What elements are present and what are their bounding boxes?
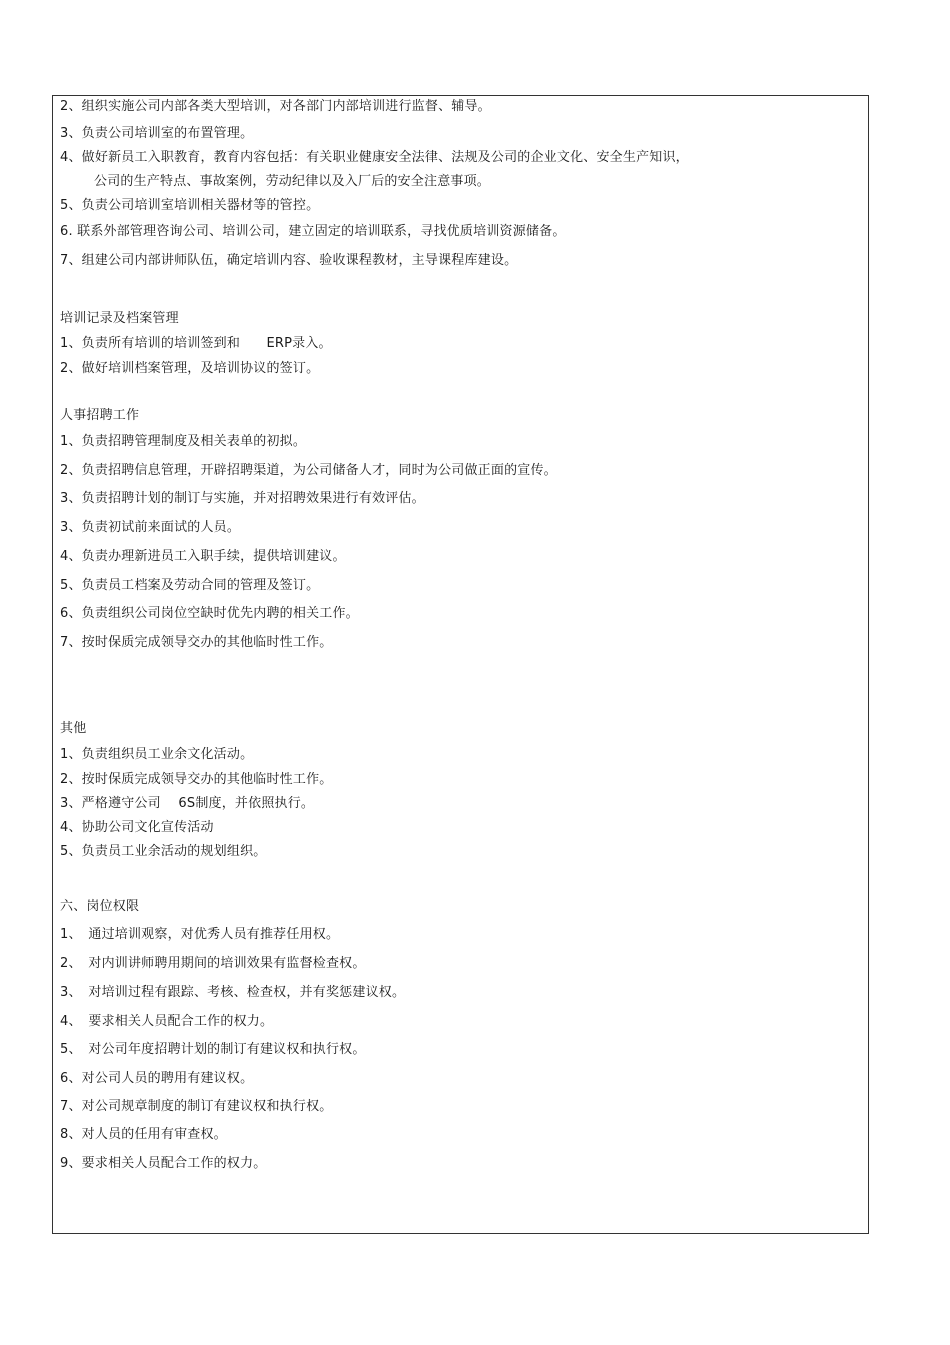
section-heading: 六、岗位权限 [60, 899, 140, 914]
text-line: 8、对人员的任用有审查权。 [60, 1127, 227, 1142]
text-line: 3、严格遵守公司 6S制度，并依照执行。 [60, 796, 315, 811]
section-heading: 培训记录及档案管理 [60, 311, 179, 326]
section-heading: 人事招聘工作 [60, 408, 140, 423]
text-line: 6、对公司人员的聘用有建议权。 [60, 1071, 254, 1086]
text-line: 4、协助公司文化宣传活动 [60, 820, 214, 835]
text-line: 2、负责招聘信息管理，开辟招聘渠道，为公司储备人才，同时为公司做正面的宣传。 [60, 463, 557, 478]
text-line: 2、组织实施公司内部各类大型培训，对各部门内部培训进行监督、辅导。 [60, 99, 491, 114]
text-line: 1、负责所有培训的培训签到和 ERP录入。 [60, 336, 332, 351]
text-line: 3、负责初试前来面试的人员。 [60, 520, 241, 535]
text-line: 2、按时保质完成领导交办的其他临时性工作。 [60, 772, 333, 787]
text-line: 7、按时保质完成领导交办的其他临时性工作。 [60, 635, 333, 650]
text-line: 2、做好培训档案管理，及培训协议的签订。 [60, 361, 320, 376]
section-heading: 其他 [60, 721, 87, 736]
text-line: 6. 联系外部管理咨询公司、培训公司，建立固定的培训联系，寻找优质培训资源储备。 [60, 224, 566, 239]
text-line: 5、负责员工档案及劳动合同的管理及签订。 [60, 578, 320, 593]
text-line: 4、 要求相关人员配合工作的权力。 [60, 1014, 274, 1029]
text-line: 1、负责招聘管理制度及相关表单的初拟。 [60, 434, 307, 449]
text-line: 7、对公司规章制度的制订有建议权和执行权。 [60, 1099, 333, 1114]
text-line: 1、负责组织员工业余文化活动。 [60, 747, 254, 762]
text-line: 4、负责办理新进员工入职手续，提供培训建议。 [60, 549, 346, 564]
text-line: 4、做好新员工入职教育，教育内容包括：有关职业健康安全法律、法规及公司的企业文化、安全生产知识， [60, 150, 689, 165]
text-line: 7、组建公司内部讲师队伍，确定培训内容、验收课程教材，主导课程库建设。 [60, 253, 518, 268]
text-line: 2、 对内训讲师聘用期间的培训效果有监督检查权。 [60, 956, 366, 971]
text-line: 3、负责公司培训室的布置管理。 [60, 126, 254, 141]
text-line: 5、负责员工业余活动的规划组织。 [60, 844, 267, 859]
text-line: 9、要求相关人员配合工作的权力。 [60, 1156, 267, 1171]
text-line: 3、 对培训过程有跟踪、考核、检查权，并有奖惩建议权。 [60, 985, 406, 1000]
text-line: 5、 对公司年度招聘计划的制订有建议权和执行权。 [60, 1042, 366, 1057]
text-line: 公司的生产特点、事故案例，劳动纪律以及入厂后的安全注意事项。 [94, 174, 491, 189]
text-line: 6、负责组织公司岗位空缺时优先内聘的相关工作。 [60, 606, 359, 621]
text-line: 3、负责招聘计划的制订与实施，并对招聘效果进行有效评估。 [60, 491, 425, 506]
text-line: 5、负责公司培训室培训相关器材等的管控。 [60, 198, 320, 213]
text-line: 1、 通过培训观察，对优秀人员有推荐任用权。 [60, 927, 340, 942]
